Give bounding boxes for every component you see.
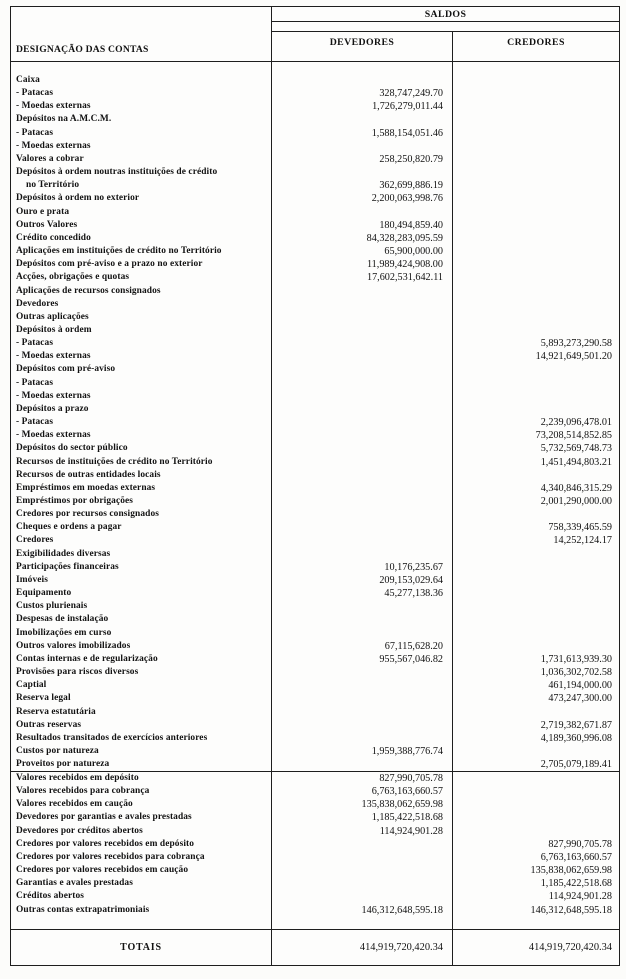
devedores-value: 827,990,705.78 bbox=[379, 773, 443, 784]
credores-value: 114,924,901.28 bbox=[548, 891, 612, 903]
account-label: Depósitos do sector público bbox=[16, 443, 128, 454]
table-row bbox=[11, 127, 619, 140]
table-row bbox=[11, 640, 619, 653]
devedores-value bbox=[271, 877, 452, 890]
table-row bbox=[11, 87, 619, 100]
table-row bbox=[11, 890, 619, 903]
credores-value bbox=[452, 574, 618, 587]
table-row bbox=[11, 350, 619, 363]
table-section-0 bbox=[11, 62, 619, 772]
devedores-value bbox=[271, 377, 452, 390]
credores-value bbox=[452, 245, 618, 258]
totals-devedores-value: 414,919,720,420.34 bbox=[359, 942, 443, 953]
account-label: - Moedas externas bbox=[16, 351, 91, 362]
table-row bbox=[11, 548, 619, 561]
devedores-value bbox=[271, 851, 452, 864]
credores-value bbox=[452, 508, 618, 521]
account-label: Valores a cobrar bbox=[16, 153, 84, 164]
table-row bbox=[11, 864, 619, 877]
credores-value: 1,185,422,518.68 bbox=[540, 878, 612, 890]
table-row bbox=[11, 679, 619, 692]
account-label: Cheques e ordens a pagar bbox=[16, 522, 122, 533]
account-label: Exigibilidades diversas bbox=[16, 548, 111, 559]
column-divider-designacao-devedores bbox=[271, 7, 272, 965]
account-label: Valores recebidos em depósito bbox=[16, 773, 139, 783]
devedores-value bbox=[271, 508, 452, 521]
account-label: Devedores por garantias e avales prestadas bbox=[16, 812, 192, 823]
account-label: Credores por valores recebidos para cobrança bbox=[16, 851, 205, 862]
devedores-value: 146,312,648,595.18 bbox=[361, 904, 443, 916]
credores-value bbox=[452, 600, 618, 613]
account-label: Reserva legal bbox=[16, 693, 71, 704]
table-row bbox=[11, 166, 619, 179]
credores-value: 14,252,124.17 bbox=[553, 535, 612, 547]
account-label: Outras contas extrapatrimoniais bbox=[16, 904, 150, 915]
table-row bbox=[11, 442, 619, 455]
devedores-value: 135,838,062,659.98 bbox=[361, 799, 443, 811]
devedores-value: 2,200,063,998.76 bbox=[371, 193, 443, 205]
devedores-value bbox=[271, 534, 452, 547]
credores-value bbox=[452, 206, 618, 219]
table-row bbox=[11, 337, 619, 350]
devedores-value bbox=[271, 456, 452, 469]
account-label: Despesas de instalação bbox=[16, 614, 109, 625]
credores-value bbox=[452, 561, 618, 574]
table-row bbox=[11, 600, 619, 613]
account-label: Valores recebidos para cobrança bbox=[16, 786, 150, 797]
table-row bbox=[11, 390, 619, 403]
credores-value bbox=[452, 706, 618, 719]
account-label: Devedores por créditos abertos bbox=[16, 825, 143, 836]
credores-value bbox=[452, 311, 618, 324]
table-row bbox=[11, 271, 619, 284]
table-row bbox=[11, 495, 619, 508]
devedores-value bbox=[271, 390, 452, 403]
table-row bbox=[11, 324, 619, 337]
account-label: - Patacas bbox=[16, 417, 54, 428]
table-row bbox=[11, 179, 619, 192]
column-header-devedores bbox=[272, 32, 452, 62]
devedores-value bbox=[271, 679, 452, 692]
devedores-value bbox=[271, 548, 452, 561]
account-label: Recursos de outras entidades locais bbox=[16, 469, 161, 480]
devedores-value bbox=[271, 74, 452, 87]
credores-value bbox=[452, 179, 618, 192]
account-label: Depósitos à ordem bbox=[16, 324, 92, 335]
credores-value: 2,239,096,478.01 bbox=[540, 417, 612, 429]
devedores-value bbox=[271, 692, 452, 705]
account-label: Credores por valores recebidos em depósito bbox=[16, 838, 195, 849]
devedores-value bbox=[271, 838, 452, 851]
devedores-value bbox=[271, 285, 452, 298]
credores-value bbox=[452, 587, 618, 600]
table-row bbox=[11, 613, 619, 626]
table-row bbox=[11, 534, 619, 547]
devedores-value bbox=[271, 416, 452, 429]
table-row bbox=[11, 653, 619, 666]
account-label: Resultados transitados de exercícios anteriores bbox=[16, 732, 208, 743]
credores-value: 5,732,569,748.73 bbox=[540, 443, 612, 455]
devedores-label: DEVEDORES bbox=[329, 37, 395, 48]
saldos-label: SALDOS bbox=[424, 8, 467, 20]
credores-value bbox=[452, 825, 618, 838]
account-label: Participações financeiras bbox=[16, 561, 119, 572]
devedores-value: 1,726,279,011.44 bbox=[372, 101, 443, 113]
devedores-value bbox=[271, 113, 452, 126]
credores-value bbox=[452, 258, 618, 271]
account-label: Depósitos com pré-aviso bbox=[16, 364, 116, 375]
devedores-value bbox=[271, 719, 452, 732]
table-row bbox=[11, 825, 619, 838]
credores-value: 14,921,649,501.20 bbox=[535, 351, 612, 363]
account-label: - Patacas bbox=[16, 377, 54, 388]
devedores-value bbox=[271, 864, 452, 877]
account-label: Custos plurienais bbox=[16, 601, 88, 612]
table-row bbox=[11, 785, 619, 798]
account-label: - Moedas externas bbox=[16, 390, 91, 401]
table-body bbox=[11, 62, 619, 930]
credores-value bbox=[452, 745, 618, 758]
table-section-1 bbox=[11, 772, 619, 930]
devedores-value: 258,250,820.79 bbox=[379, 153, 443, 165]
account-label: Valores recebidos em caução bbox=[16, 799, 133, 810]
devedores-value: 114,924,901.28 bbox=[379, 825, 443, 837]
devedores-value: 45,277,138.36 bbox=[384, 588, 443, 600]
table-row bbox=[11, 100, 619, 113]
devedores-value bbox=[271, 350, 452, 363]
account-label: Custos por natureza bbox=[16, 745, 99, 756]
account-label: Imobilizações em curso bbox=[16, 627, 112, 638]
account-label: Aplicações em instituições de crédito no Território bbox=[16, 246, 222, 257]
table-row bbox=[11, 574, 619, 587]
credores-value bbox=[452, 113, 618, 126]
credores-value: 827,990,705.78 bbox=[548, 838, 612, 850]
table-row bbox=[11, 416, 619, 429]
devedores-value bbox=[271, 482, 452, 495]
credores-value bbox=[452, 785, 618, 798]
table-row bbox=[11, 772, 619, 785]
credores-value: 758,339,465.59 bbox=[548, 522, 612, 534]
account-label: Empréstimos por obrigações bbox=[16, 496, 133, 506]
table-row bbox=[11, 456, 619, 469]
table-row bbox=[11, 153, 619, 166]
devedores-value bbox=[271, 442, 452, 455]
credores-value bbox=[452, 166, 618, 179]
account-label: Outros Valores bbox=[16, 219, 78, 230]
account-label: Outros valores imobilizados bbox=[16, 640, 131, 651]
account-label: Captial bbox=[16, 680, 47, 691]
table-row bbox=[11, 627, 619, 640]
account-label: Ouro e prata bbox=[16, 206, 70, 217]
credores-value bbox=[452, 613, 618, 626]
devedores-value bbox=[271, 732, 452, 745]
table-row bbox=[11, 258, 619, 271]
table-row bbox=[11, 403, 619, 416]
table-row bbox=[11, 192, 619, 205]
devedores-value: 10,176,235.67 bbox=[384, 561, 443, 573]
credores-value: 6,763,163,660.57 bbox=[540, 851, 612, 863]
credores-value bbox=[452, 127, 618, 140]
column-header-saldos bbox=[272, 7, 619, 22]
table-row bbox=[11, 74, 619, 87]
credores-value bbox=[452, 772, 618, 785]
account-label: Proveitos por natureza bbox=[16, 759, 110, 770]
devedores-value bbox=[271, 890, 452, 903]
devedores-value bbox=[271, 311, 452, 324]
table-row bbox=[11, 758, 619, 771]
devedores-value bbox=[271, 666, 452, 679]
credores-value: 1,036,302,702.58 bbox=[540, 667, 612, 679]
table-row bbox=[11, 469, 619, 482]
account-label: Credores bbox=[16, 535, 54, 546]
table-row bbox=[11, 719, 619, 732]
account-label: Imóveis bbox=[16, 574, 48, 585]
devedores-value bbox=[271, 600, 452, 613]
credores-value bbox=[452, 811, 618, 824]
credores-value: 4,340,846,315.29 bbox=[540, 482, 612, 494]
account-label: Depósitos com pré-aviso e a prazo no exterior bbox=[16, 259, 203, 270]
devedores-value: 84,328,283,095.59 bbox=[366, 232, 443, 244]
credores-value: 2,705,079,189.41 bbox=[540, 759, 612, 771]
credores-value bbox=[452, 100, 618, 113]
table-row bbox=[11, 377, 619, 390]
credores-value: 1,451,494,803.21 bbox=[540, 456, 612, 468]
devedores-value: 1,185,422,518.68 bbox=[371, 812, 443, 824]
credores-value bbox=[452, 271, 618, 284]
table-row bbox=[11, 482, 619, 495]
account-label: Devedores bbox=[16, 298, 59, 309]
designacao-label: DESIGNAÇÃO DAS CONTAS bbox=[16, 44, 149, 55]
devedores-value: 362,699,886.19 bbox=[379, 180, 443, 192]
devedores-value: 67,115,628.20 bbox=[384, 640, 443, 652]
devedores-value bbox=[271, 495, 452, 508]
column-divider-devedores-credores bbox=[452, 32, 453, 965]
credores-value: 2,001,290,000.00 bbox=[540, 496, 612, 507]
credores-value bbox=[452, 403, 618, 416]
credores-value bbox=[452, 324, 618, 337]
credores-value bbox=[452, 153, 618, 166]
table-row bbox=[11, 140, 619, 153]
balance-sheet-table bbox=[10, 6, 620, 966]
table-row bbox=[11, 311, 619, 324]
credores-value: 73,208,514,852.85 bbox=[535, 430, 612, 442]
credores-value bbox=[452, 87, 618, 100]
account-label: Depósitos na A.M.C.M. bbox=[16, 114, 112, 125]
table-row bbox=[11, 363, 619, 376]
account-label: Crédito concedido bbox=[16, 232, 91, 243]
account-label: - Patacas bbox=[16, 338, 54, 349]
table-row bbox=[11, 745, 619, 758]
account-label: Caixa bbox=[16, 75, 40, 85]
devedores-value: 1,959,388,776.74 bbox=[371, 745, 443, 757]
account-label: Equipamento bbox=[16, 588, 72, 599]
devedores-value: 180,494,859.40 bbox=[379, 219, 443, 231]
devedores-value bbox=[271, 429, 452, 442]
table-row bbox=[11, 877, 619, 890]
account-label: Credores por recursos consignados bbox=[16, 509, 159, 520]
credores-value bbox=[452, 469, 618, 482]
account-label: - Patacas bbox=[16, 127, 54, 138]
table-row bbox=[11, 429, 619, 442]
account-label: Contas internas e de regularização bbox=[16, 653, 158, 664]
table-row bbox=[11, 798, 619, 811]
account-label: Outras reservas bbox=[16, 719, 82, 730]
devedores-value bbox=[271, 613, 452, 626]
devedores-value: 955,567,046.82 bbox=[379, 653, 443, 665]
credores-value bbox=[452, 285, 618, 298]
table-header bbox=[11, 7, 619, 62]
header-spacer-band bbox=[272, 22, 619, 32]
table-row bbox=[11, 219, 619, 232]
account-label: Credores por valores recebidos em caução bbox=[16, 865, 189, 876]
table-row bbox=[11, 508, 619, 521]
credores-value bbox=[452, 798, 618, 811]
table-row bbox=[11, 851, 619, 864]
account-label: Outras aplicações bbox=[16, 311, 89, 322]
table-row bbox=[11, 666, 619, 679]
totals-credores-value: 414,919,720,420.34 bbox=[528, 942, 612, 953]
account-label: Depósitos a prazo bbox=[16, 403, 89, 414]
credores-value bbox=[452, 377, 618, 390]
account-label: Provisões para riscos diversos bbox=[16, 667, 139, 678]
credores-value bbox=[452, 548, 618, 561]
account-label: Acções, obrigações e quotas bbox=[16, 272, 130, 283]
table-row bbox=[11, 113, 619, 126]
table-row bbox=[11, 692, 619, 705]
account-label: Recursos de instituições de crédito no Território bbox=[16, 456, 213, 467]
account-label: Depósitos à ordem noutras instituições de crédito bbox=[16, 167, 218, 178]
credores-value: 135,838,062,659.98 bbox=[530, 865, 612, 877]
credores-value: 1,731,613,939.30 bbox=[540, 653, 612, 665]
devedores-value bbox=[271, 324, 452, 337]
credores-value: 146,312,648,595.18 bbox=[530, 904, 612, 916]
totals-row bbox=[11, 930, 619, 965]
table-row bbox=[11, 285, 619, 298]
devedores-value bbox=[271, 166, 452, 179]
devedores-value bbox=[271, 298, 452, 311]
devedores-value bbox=[271, 140, 452, 153]
table-row bbox=[11, 298, 619, 311]
credores-value: 473,247,300.00 bbox=[548, 693, 612, 705]
table-row bbox=[11, 561, 619, 574]
table-row bbox=[11, 521, 619, 534]
credores-value bbox=[452, 232, 618, 245]
devedores-value: 65,900,000.00 bbox=[384, 246, 443, 258]
account-label: - Moedas externas bbox=[16, 140, 91, 151]
credores-value bbox=[452, 390, 618, 403]
table-row bbox=[11, 245, 619, 258]
devedores-value bbox=[271, 337, 452, 350]
table-row bbox=[11, 732, 619, 745]
totals-label: TOTAIS bbox=[120, 942, 162, 953]
credores-value bbox=[452, 219, 618, 232]
devedores-value bbox=[271, 521, 452, 534]
devedores-value bbox=[271, 363, 452, 376]
devedores-value bbox=[271, 206, 452, 219]
table-row bbox=[11, 587, 619, 600]
devedores-value: 328,747,249.70 bbox=[379, 88, 443, 100]
devedores-value bbox=[271, 758, 452, 771]
credores-value bbox=[452, 192, 618, 205]
table-row bbox=[11, 706, 619, 719]
devedores-value bbox=[271, 706, 452, 719]
devedores-value bbox=[271, 627, 452, 640]
credores-value bbox=[452, 74, 618, 87]
account-label: Reserva estatutária bbox=[16, 706, 96, 717]
credores-value bbox=[452, 298, 618, 311]
devedores-value: 209,153,029.64 bbox=[379, 574, 443, 586]
account-label: Aplicações de recursos consignados bbox=[16, 285, 161, 296]
credores-value bbox=[452, 640, 618, 653]
credores-value: 5,893,273,290.58 bbox=[540, 338, 612, 350]
credores-value bbox=[452, 363, 618, 376]
devedores-value: 17,602,531,642.11 bbox=[366, 272, 443, 284]
credores-value bbox=[452, 140, 618, 153]
account-label: no Território bbox=[26, 180, 80, 191]
account-label: - Moedas externas bbox=[16, 101, 91, 112]
account-label: Depósitos à ordem no exterior bbox=[16, 193, 140, 204]
account-label: - Patacas bbox=[16, 88, 54, 99]
column-header-designacao bbox=[11, 7, 271, 62]
table-row bbox=[11, 904, 619, 917]
account-label: - Moedas externas bbox=[16, 430, 91, 441]
table-row bbox=[11, 811, 619, 824]
credores-value: 461,194,000.00 bbox=[548, 680, 612, 692]
table-row bbox=[11, 232, 619, 245]
credores-label: CREDORES bbox=[507, 37, 565, 48]
devedores-value: 11,989,424,908.00 bbox=[366, 259, 443, 271]
devedores-value bbox=[271, 469, 452, 482]
column-header-credores bbox=[453, 32, 619, 62]
table-row bbox=[11, 206, 619, 219]
devedores-value: 1,588,154,051.46 bbox=[371, 127, 443, 139]
credores-value bbox=[452, 627, 618, 640]
account-label: Empréstimos em moedas externas bbox=[16, 482, 156, 493]
devedores-value bbox=[271, 403, 452, 416]
account-label: Créditos abertos bbox=[16, 891, 84, 902]
account-label: Garantias e avales prestadas bbox=[16, 878, 133, 889]
table-row bbox=[11, 838, 619, 851]
credores-value: 4,189,360,996.08 bbox=[540, 732, 612, 744]
credores-value: 2,719,382,671.87 bbox=[540, 719, 612, 731]
devedores-value: 6,763,163,660.57 bbox=[371, 786, 443, 798]
